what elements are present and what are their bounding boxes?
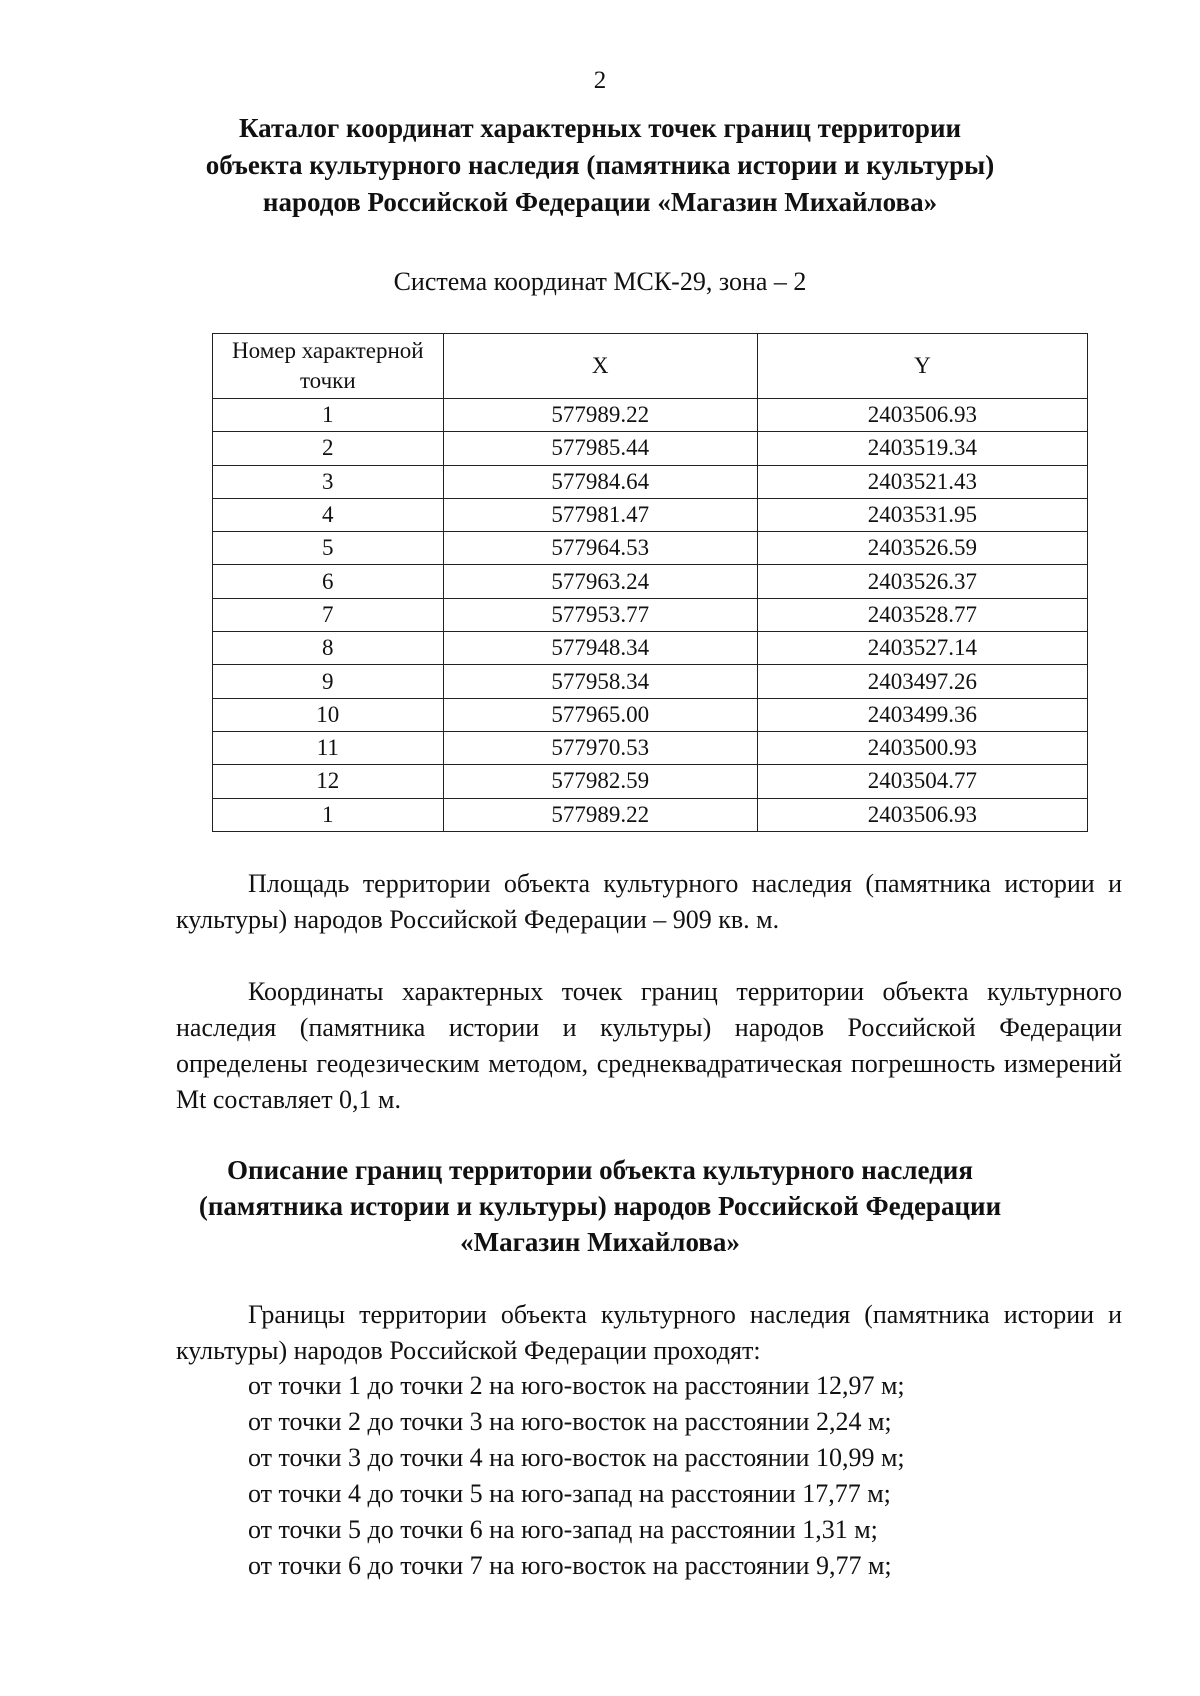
cell-y: 2403519.34 [757, 432, 1087, 465]
page-number: 2 [593, 67, 607, 94]
table-row [213, 465, 1088, 498]
cell-point: 6 [213, 565, 444, 598]
cell-point: 7 [213, 598, 444, 631]
coordinate-system-caption: Система координат МСК-29, зона – 2 [393, 267, 807, 296]
cell-x: 577948.34 [443, 632, 757, 665]
header-y: Y [757, 334, 1087, 399]
header-point-number: Номер характерной точки [213, 334, 444, 399]
table-row [213, 665, 1088, 698]
table-row [213, 698, 1088, 731]
cell-point: 9 [213, 665, 444, 698]
cell-y: 2403526.37 [757, 565, 1087, 598]
cell-y: 2403531.95 [757, 498, 1087, 531]
boundary-segments-list [248, 1368, 1122, 1584]
cell-y: 2403528.77 [757, 598, 1087, 631]
table-row [213, 532, 1088, 565]
cell-y: 2403500.93 [757, 731, 1087, 764]
area-paragraph: Площадь территории объекта культурного наследия (памятника истории и культуры) народов Российской Федерации – 909 кв. м. [176, 869, 1122, 934]
cell-x: 577965.00 [443, 698, 757, 731]
cell-point: 5 [213, 532, 444, 565]
list-item: от точки 2 до точки 3 на юго-восток на расстоянии 2,24 м; [248, 1407, 892, 1436]
table-row [213, 798, 1088, 831]
cell-point: 10 [213, 698, 444, 731]
cell-point: 1 [213, 798, 444, 831]
table-header-row [213, 334, 1088, 399]
cell-x: 577989.22 [443, 798, 757, 831]
coordinates-table [212, 333, 1088, 832]
list-item: от точки 3 до точки 4 на юго-восток на расстоянии 10,99 м; [248, 1443, 905, 1472]
catalog-title-line: объекта культурного наследия (памятника истории и культуры) [205, 150, 995, 180]
cell-y: 2403521.43 [757, 465, 1087, 498]
table-row [213, 598, 1088, 631]
cell-y: 2403497.26 [757, 665, 1087, 698]
cell-x: 577963.24 [443, 565, 757, 598]
cell-x: 577958.34 [443, 665, 757, 698]
cell-x: 577982.59 [443, 765, 757, 798]
cell-point: 4 [213, 498, 444, 531]
description-title-line: Описание границ территории объекта культурного наследия [227, 1155, 973, 1185]
description-title-line: (памятника истории и культуры) народов Российской Федерации [198, 1191, 1002, 1221]
table-row [213, 399, 1088, 432]
cell-x: 577985.44 [443, 432, 757, 465]
method-paragraph: Координаты характерных точек границ территории объекта культурного наследия (памятника истории и культуры) народов Российской Федерации определены геодезическим методом, среднеквадратическая погрешность измерений Mt составляет 0,1 м. [176, 977, 1122, 1114]
cell-x: 577984.64 [443, 465, 757, 498]
list-item: от точки 4 до точки 5 на юго-запад на расстоянии 17,77 м; [248, 1479, 891, 1508]
header-x: X [443, 334, 757, 399]
table-row [213, 632, 1088, 665]
cell-point: 2 [213, 432, 444, 465]
list-item: от точки 5 до точки 6 на юго-запад на расстоянии 1,31 м; [248, 1515, 878, 1544]
table-row [213, 765, 1088, 798]
catalog-title [150, 110, 1050, 221]
cell-point: 11 [213, 731, 444, 764]
list-item: от точки 6 до точки 7 на юго-восток на расстоянии 9,77 м; [248, 1551, 892, 1580]
table-row [213, 565, 1088, 598]
cell-y: 2403499.36 [757, 698, 1087, 731]
table-row [213, 731, 1088, 764]
cell-x: 577970.53 [443, 731, 757, 764]
cell-y: 2403504.77 [757, 765, 1087, 798]
list-item: от точки 1 до точки 2 на юго-восток на расстоянии 12,97 м; [248, 1371, 905, 1400]
cell-point: 1 [213, 399, 444, 432]
catalog-title-line: народов Российской Федерации «Магазин Михайлова» [262, 187, 938, 217]
cell-y: 2403506.93 [757, 798, 1087, 831]
description-title-line: «Магазин Михайлова» [460, 1227, 740, 1257]
cell-x: 577989.22 [443, 399, 757, 432]
cell-point: 8 [213, 632, 444, 665]
table-row [213, 432, 1088, 465]
cell-y: 2403526.59 [757, 532, 1087, 565]
catalog-title-line: Каталог координат характерных точек границ территории [238, 113, 962, 143]
cell-x: 577964.53 [443, 532, 757, 565]
cell-point: 12 [213, 765, 444, 798]
cell-x: 577953.77 [443, 598, 757, 631]
cell-y: 2403506.93 [757, 399, 1087, 432]
description-title [150, 1152, 1050, 1260]
cell-y: 2403527.14 [757, 632, 1087, 665]
boundaries-intro-paragraph: Границы территории объекта культурного наследия (памятника истории и культуры) народов Российской Федерации проходят: [176, 1300, 1122, 1365]
table-row [213, 498, 1088, 531]
cell-x: 577981.47 [443, 498, 757, 531]
cell-point: 3 [213, 465, 444, 498]
